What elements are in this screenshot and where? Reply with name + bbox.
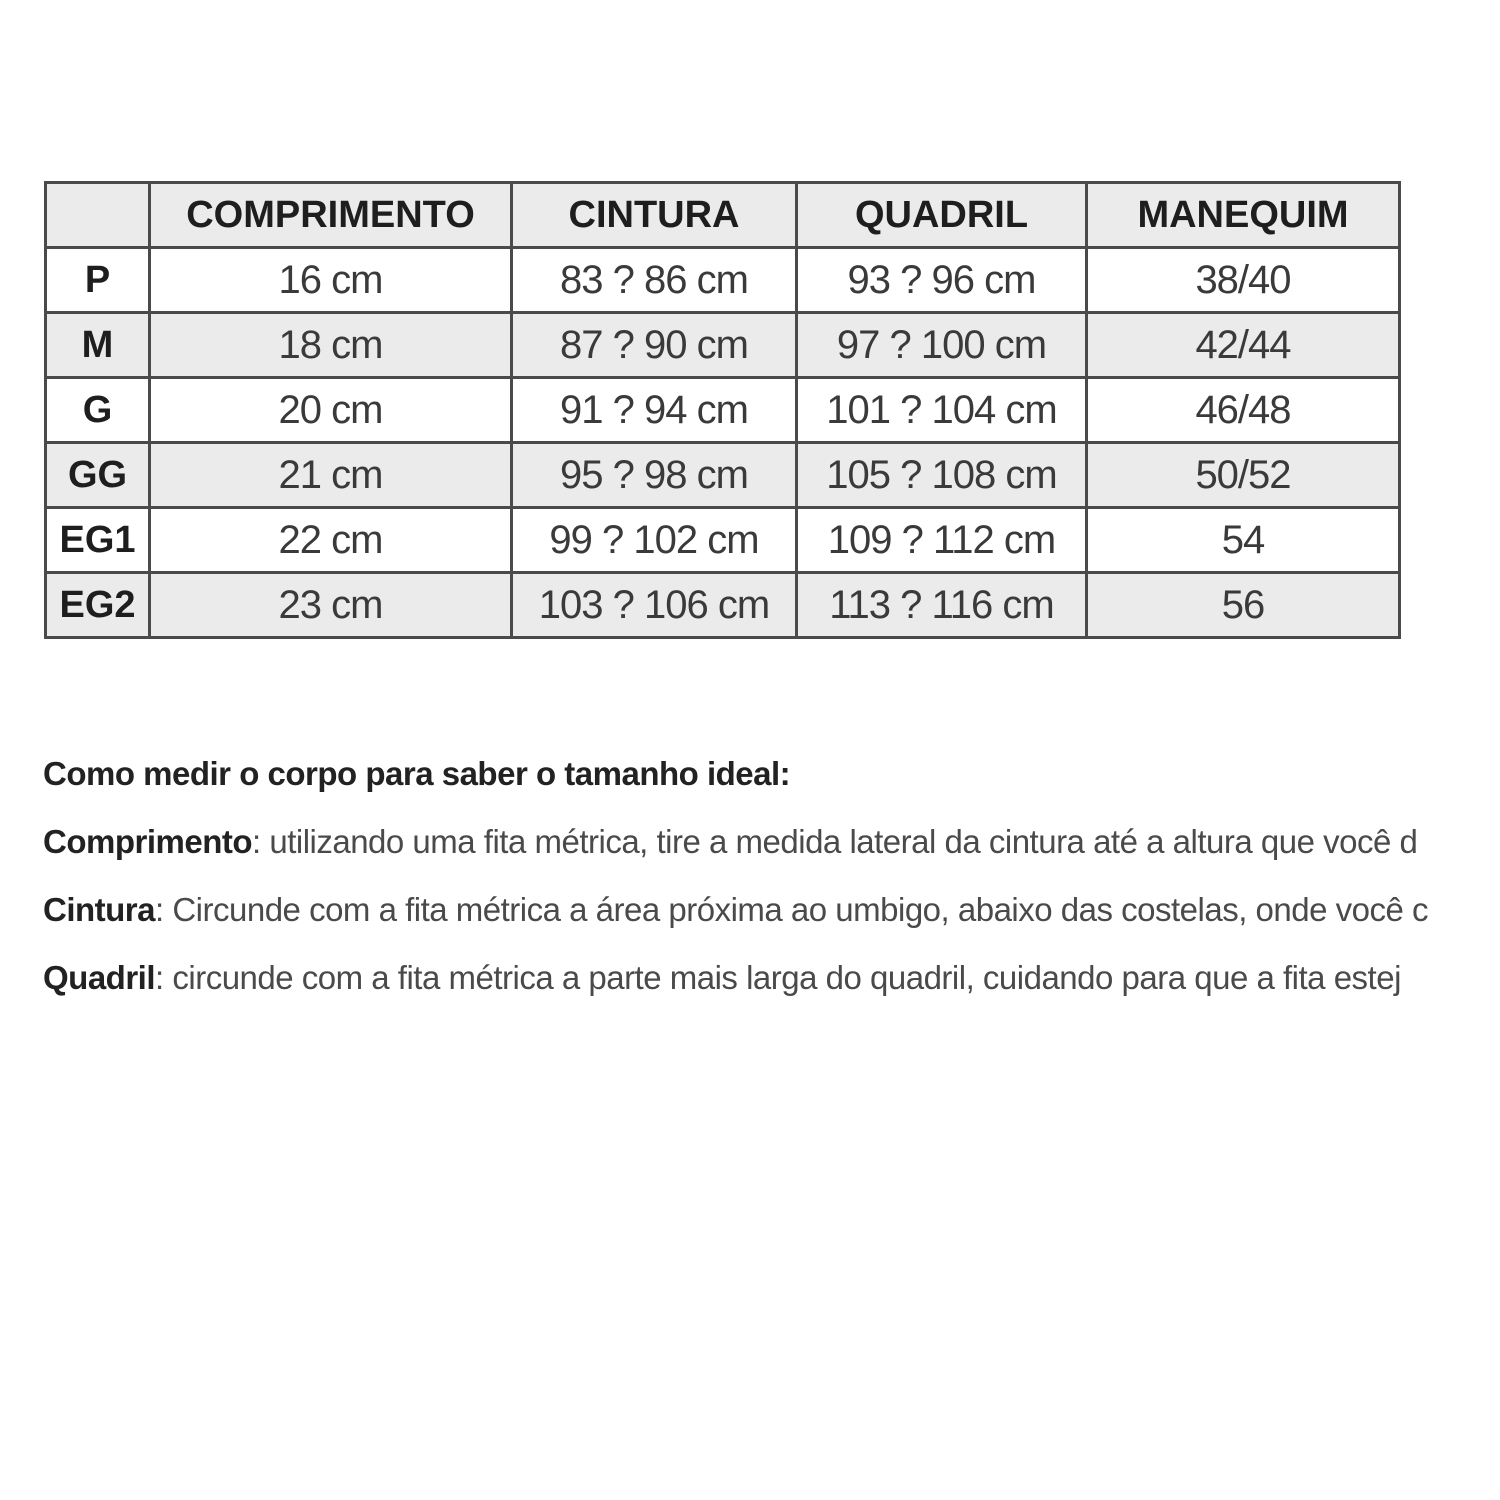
quadril-cell: 109 ? 112 cm	[797, 508, 1087, 573]
table-row	[46, 443, 1400, 508]
comprimento-cell: 21 cm	[150, 443, 512, 508]
instruction-comprimento	[43, 808, 1500, 876]
header-comprimento: COMPRIMENTO	[150, 183, 512, 248]
instruction-cintura	[43, 876, 1500, 944]
instruction-text: : circunde com a fita métrica a parte mais larga do quadril, cuidando para que a fita estej	[155, 959, 1401, 996]
size-label: G	[46, 378, 150, 443]
comprimento-cell: 20 cm	[150, 378, 512, 443]
instruction-term: Comprimento	[43, 823, 252, 860]
manequim-cell: 50/52	[1087, 443, 1400, 508]
manequim-cell: 54	[1087, 508, 1400, 573]
comprimento-cell: 16 cm	[150, 248, 512, 313]
table-header-row	[46, 183, 1400, 248]
cintura-cell: 95 ? 98 cm	[512, 443, 797, 508]
instruction-text: : utilizando uma fita métrica, tire a medida lateral da cintura até a altura que você d	[252, 823, 1418, 860]
table-row	[46, 248, 1400, 313]
instruction-quadril	[43, 944, 1500, 1012]
manequim-cell: 42/44	[1087, 313, 1400, 378]
comprimento-cell: 23 cm	[150, 573, 512, 638]
table-row	[46, 508, 1400, 573]
cintura-cell: 83 ? 86 cm	[512, 248, 797, 313]
header-quadril: QUADRIL	[797, 183, 1087, 248]
measurement-instructions	[43, 740, 1500, 1012]
size-label: EG2	[46, 573, 150, 638]
size-label: GG	[46, 443, 150, 508]
cintura-cell: 99 ? 102 cm	[512, 508, 797, 573]
quadril-cell: 113 ? 116 cm	[797, 573, 1087, 638]
comprimento-cell: 18 cm	[150, 313, 512, 378]
quadril-cell: 93 ? 96 cm	[797, 248, 1087, 313]
quadril-cell: 97 ? 100 cm	[797, 313, 1087, 378]
size-label: M	[46, 313, 150, 378]
instructions-heading: Como medir o corpo para saber o tamanho ideal:	[43, 755, 791, 792]
manequim-cell: 38/40	[1087, 248, 1400, 313]
size-chart-table	[44, 181, 1401, 639]
table-row	[46, 313, 1400, 378]
quadril-cell: 105 ? 108 cm	[797, 443, 1087, 508]
size-label: P	[46, 248, 150, 313]
header-manequim: MANEQUIM	[1087, 183, 1400, 248]
instruction-term: Cintura	[43, 891, 155, 928]
comprimento-cell: 22 cm	[150, 508, 512, 573]
table-row	[46, 378, 1400, 443]
instruction-text: : Circunde com a fita métrica a área próxima ao umbigo, abaixo das costelas, onde você c	[155, 891, 1429, 928]
instruction-term: Quadril	[43, 959, 156, 996]
table-row	[46, 573, 1400, 638]
header-cintura: CINTURA	[512, 183, 797, 248]
cintura-cell: 91 ? 94 cm	[512, 378, 797, 443]
quadril-cell: 101 ? 104 cm	[797, 378, 1087, 443]
cintura-cell: 87 ? 90 cm	[512, 313, 797, 378]
header-size	[46, 183, 150, 248]
size-label: EG1	[46, 508, 150, 573]
manequim-cell: 56	[1087, 573, 1400, 638]
manequim-cell: 46/48	[1087, 378, 1400, 443]
cintura-cell: 103 ? 106 cm	[512, 573, 797, 638]
